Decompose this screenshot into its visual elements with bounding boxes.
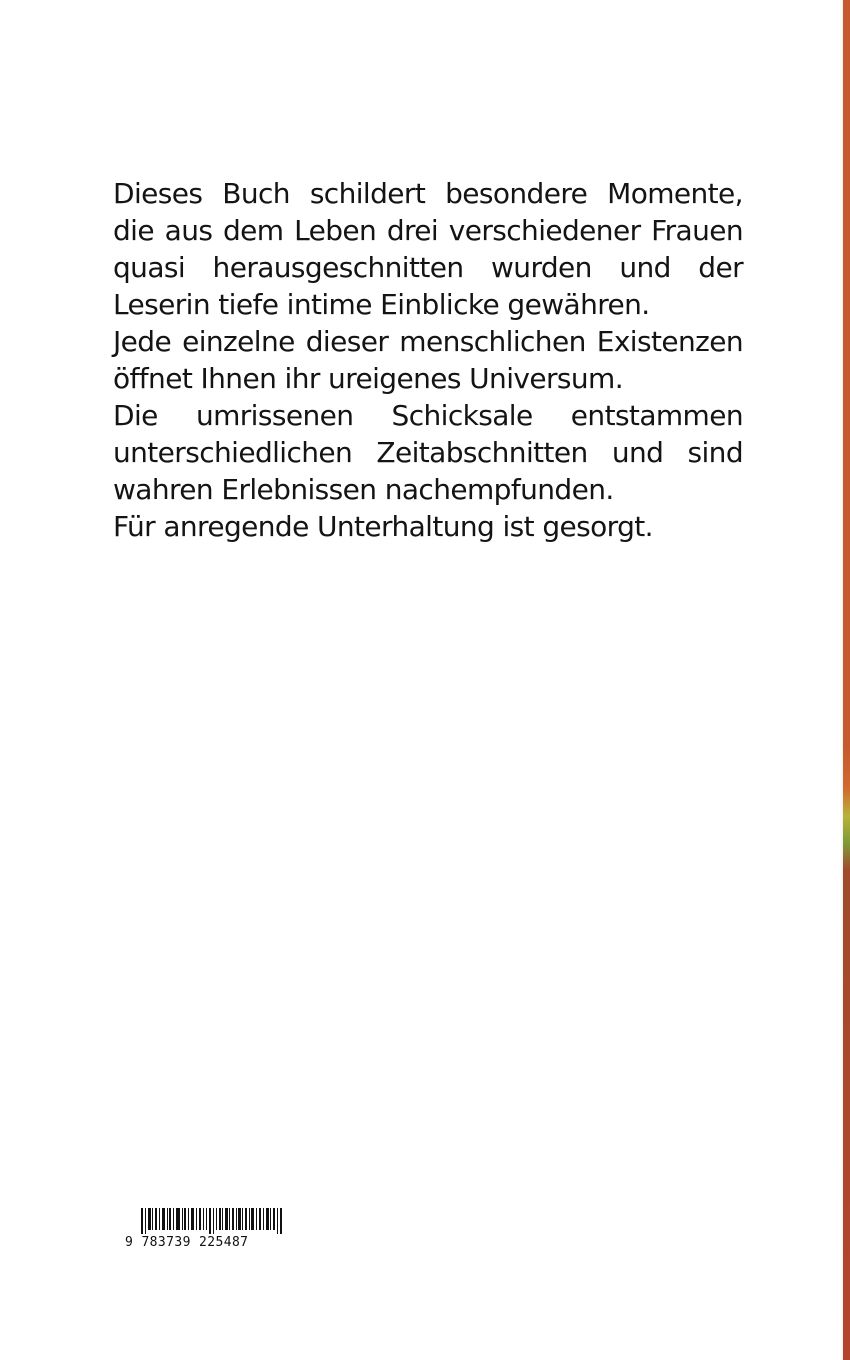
barcode-bars-icon [141, 1208, 293, 1234]
blurb-paragraph-2: Jede einzelne dieser menschlichen Existenzen öffnet Ihnen ihr ureigenes Universum. [113, 325, 743, 395]
blurb-text [113, 175, 743, 545]
spine-edge [843, 0, 850, 1360]
blurb-paragraph-1: Dieses Buch schildert besondere Momente, die aus dem Leben drei verschiedener Frauen quasi herausgeschnitten wurden und der Leserin tiefe intime Einblicke gewähren. [113, 177, 743, 321]
blurb-paragraph-4: Für anregende Unterhaltung ist gesorgt. [113, 510, 653, 543]
isbn-barcode [125, 1206, 295, 1256]
isbn-digits: 9 783739 225487 [125, 1235, 249, 1250]
blurb-paragraph-3: Die umrissenen Schicksale entstammen unterschiedlichen Zeitabschnitten und sind wahren Erlebnissen nachempfunden. [113, 399, 743, 506]
